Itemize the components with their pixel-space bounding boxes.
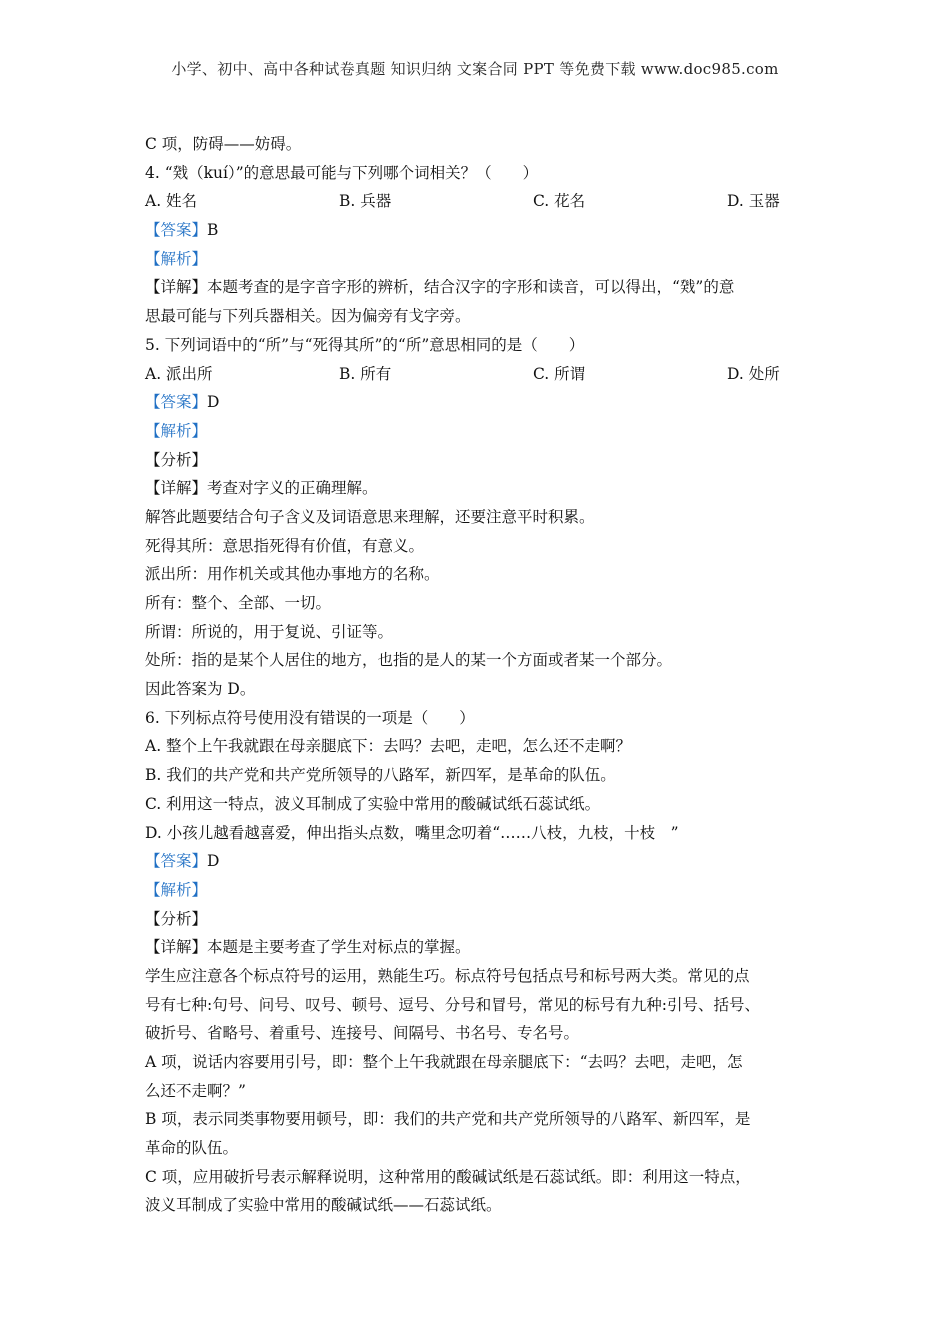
q4-question: 4. “戣（kuí）”的意思最可能与下列哪个词相关？（ ） [145, 163, 539, 182]
q5-answer-value: D [207, 393, 220, 412]
q5-line: 【详解】考查对字义的正确理解。 [145, 479, 378, 498]
q6-answer-value: D [207, 852, 220, 871]
q6-line: 【详解】本题是主要考查了学生对标点的掌握。 [145, 938, 471, 957]
q6-answer-tag: 【答案】 [145, 852, 208, 871]
q5-line: 所有：整个、全部、一切。 [145, 594, 332, 612]
q5-answer [145, 388, 815, 417]
q6-line: B 项，表示同类事物要用顿号，即：我们的共产党和共产党所领导的八路军、新四军，是 [145, 1110, 751, 1129]
q4-answer-value: B [207, 221, 219, 240]
q6-answer [145, 847, 815, 876]
q6-option-a: A. 整个上午我就跟在母亲腿底下：去吗？去吧，走吧，怎么还不走啊？ [145, 737, 632, 756]
q5-line: 因此答案为 D。 [145, 680, 256, 699]
q6-line: 破折号、省略号、着重号、连接号、间隔号、书名号、专名号。 [145, 1024, 580, 1043]
q5-line: 死得其所：意思指死得有价值，有意义。 [145, 536, 425, 555]
q6-fenxi: 【分析】 [145, 909, 208, 928]
q5-option-a: A. 派出所 [145, 364, 213, 383]
q6-option-b: B. 我们的共产党和共产党所领导的八路军，新四军，是革命的队伍。 [145, 766, 616, 785]
q4-detail-2: 思最可能与下列兵器相关。因为偏旁有戈字旁。 [145, 307, 471, 326]
q5-analysis-tag: 【解析】 [145, 421, 208, 440]
q6-line: 学生应注意各个标点符号的运用，熟能生巧。标点符号包括点号和标号两大类。常见的点 [145, 966, 750, 985]
q4-analysis-tag: 【解析】 [145, 249, 208, 268]
q6-option-d: D. 小孩儿越看越喜爱，伸出指头点数，嘴里念叨着“……八枝，九枝，十枝 ” [145, 823, 679, 842]
q4-options [145, 187, 815, 216]
q6-line: 革命的队伍。 [145, 1139, 239, 1158]
q5-answer-tag: 【答案】 [145, 393, 208, 412]
q6-line: C 项，应用破折号表示解释说明，这种常用的酸碱试纸是石蕊试纸。即：利用这一特点， [145, 1167, 751, 1186]
q5-fenxi: 【分析】 [145, 450, 208, 469]
q5-line: 所谓：所说的，用于复说、引证等。 [145, 622, 394, 641]
q4-option-b: B. 兵器 [339, 192, 392, 211]
q5-option-b: B. 所有 [339, 364, 392, 383]
q4-option-d: D. 玉器 [727, 192, 780, 211]
q5-options [145, 360, 815, 389]
document-body [145, 130, 815, 1220]
q4-option-a: A. 姓名 [145, 192, 198, 211]
q6-option-c: C. 利用这一特点，波义耳制成了实验中常用的酸碱试纸石蕊试纸。 [145, 794, 601, 813]
q6-line: 么还不走啊？” [145, 1081, 246, 1100]
q6-analysis-tag: 【解析】 [145, 880, 208, 899]
q6-line: 号有七种:句号、问号、叹号、顿号、逗号、分号和冒号，常见的标号有九种:引号、括号、 [145, 995, 760, 1014]
page-header: 小学、初中、高中各种试卷真题 知识归纳 文案合同 PPT 等免费下载 www.doc985.com [171, 60, 779, 78]
q5-option-d: D. 处所 [727, 364, 780, 383]
q5-line: 处所：指的是某个人居住的地方，也指的是人的某一个方面或者某一个部分。 [145, 651, 673, 670]
q5-line: 解答此题要结合句子含义及词语意思来理解，还要注意平时积累。 [145, 507, 595, 526]
q4-detail-1: 【详解】本题考查的是字音字形的辨析，结合汉字的字形和读音，可以得出，“戣”的意 [145, 278, 735, 297]
q4-option-c: C. 花名 [533, 192, 586, 211]
q6-question: 6. 下列标点符号使用没有错误的一项是（ ） [145, 708, 475, 727]
q5-question: 5. 下列词语中的“所”与“死得其所”的“所”意思相同的是（ ） [145, 335, 585, 354]
q5-option-c: C. 所谓 [533, 364, 586, 383]
q6-line: 波义耳制成了实验中常用的酸碱试纸——石蕊试纸。 [145, 1196, 502, 1215]
q4-answer-tag: 【答案】 [145, 221, 208, 240]
q5-line: 派出所：用作机关或其他办事地方的名称。 [145, 565, 440, 584]
q6-line: A 项，说话内容要用引号，即：整个上午我就跟在母亲腿底下：“去吗？去吧，走吧，怎 [145, 1053, 743, 1071]
top-line: C 项，防碍——妨碍。 [145, 135, 302, 153]
q4-answer [145, 216, 815, 245]
